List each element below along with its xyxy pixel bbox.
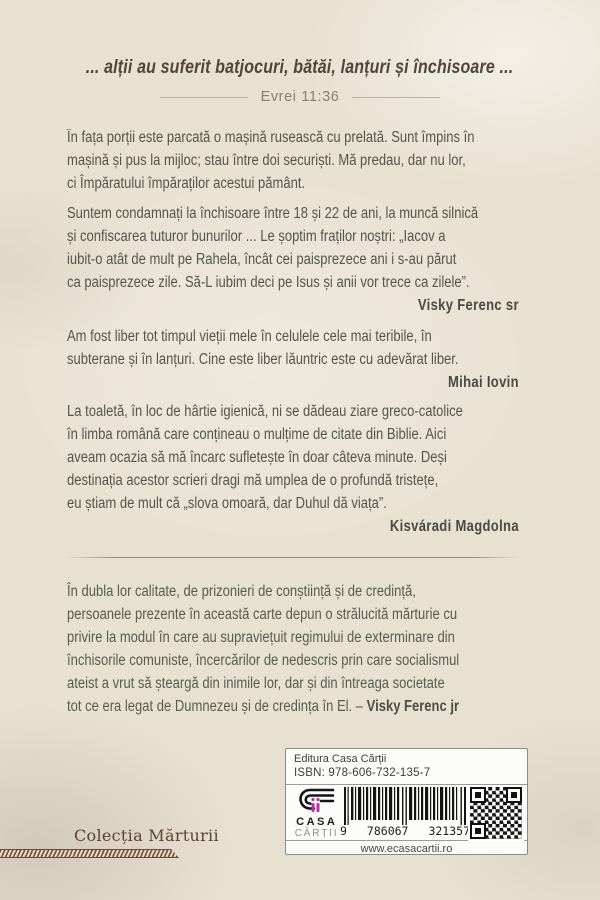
logo-word-casa: CASA bbox=[296, 816, 338, 828]
barcode-block bbox=[340, 787, 470, 839]
text-line: Am fost liber tot timpul vieții mele în celulele cele mai teribile, în bbox=[67, 328, 432, 345]
barcode-digits bbox=[340, 825, 470, 838]
verse-text: ... alții au suferit batjocuri, bătăi, lanțuri și închisoare ... bbox=[86, 57, 514, 78]
text-line: Suntem condamnați la închisoare între 18 și 22 de ani, la muncă silnică bbox=[67, 205, 479, 222]
publisher-info-box bbox=[285, 748, 528, 855]
text-line: persoanele prezente în această carte depun o strălucită mărturie cu bbox=[67, 606, 458, 623]
quote-visky-paragraph-2 bbox=[67, 202, 519, 294]
publisher-website: www.ecasacartii.ro bbox=[286, 840, 527, 859]
text-line: În fața porții este parcată o mașină rusească cu prelată. Sunt împins în bbox=[67, 129, 475, 146]
collection-label: Colecția Mărturii bbox=[74, 826, 219, 845]
quote-kisvaradi bbox=[67, 400, 519, 515]
verse-reference bbox=[0, 89, 600, 105]
text-line: ateist a vrut să șteargă din inimile lor, dar și din întreaga societate bbox=[67, 675, 445, 692]
text-line bbox=[67, 695, 519, 718]
text-line: ca paisprezece zile. Să-L iubim deci pe Isus și anii vor trece ca zilele”. bbox=[67, 274, 470, 291]
text-line: privire la modul în care au supraviețuit regimului de exterminare din bbox=[67, 629, 455, 646]
text-line: eu știam de mult că „slova omoară, dar Duhul dă viața”. bbox=[67, 495, 387, 512]
qr-finder-top-right bbox=[506, 787, 522, 803]
casa-cartii-book-icon bbox=[297, 787, 335, 815]
author-visky-ferenc-jr: Visky Ferenc jr bbox=[366, 698, 460, 715]
text-line: mașină și pus la mijloc; stau între doi securiști. Mă predau, dar nu lor, bbox=[67, 152, 466, 169]
qr-finder-top-left bbox=[470, 787, 486, 803]
rope-border-ornament bbox=[0, 849, 179, 858]
section-divider bbox=[67, 557, 519, 558]
text-line: La toaletă, în loc de hârtie igienică, ni se dădeau ziare greco-catolice bbox=[67, 403, 463, 420]
qr-block bbox=[470, 787, 522, 839]
text-line: aveam ocazia să mă încarc sufletește în doar câteva minute. Deși bbox=[67, 449, 447, 466]
left-rule bbox=[160, 97, 248, 98]
isbn-label: ISBN: 978-606-732-135-7 bbox=[294, 767, 431, 779]
verse-ref-label: Evrei 11:36 bbox=[260, 89, 340, 105]
text-line: iubit-o atât de mult pe Rahela, încât cei paisprezece ani i s-au părut bbox=[67, 251, 457, 268]
text-line: ci Împăratului împăraților acestui pământ. bbox=[67, 175, 306, 192]
right-rule bbox=[352, 97, 440, 98]
author-mihai-iovin: Mihai Iovin bbox=[447, 374, 519, 391]
logo-word-cartii: CĂRȚII bbox=[294, 828, 339, 839]
editor-blurb bbox=[67, 580, 519, 718]
barcode-group2: 321357 bbox=[428, 824, 470, 838]
text-line: în limba română care conțineau o mulțime de citate din Biblie. Aici bbox=[67, 426, 447, 443]
text-line: În dubla lor calitate, de prizonieri de conștiință și de credință, bbox=[67, 583, 416, 600]
publisher-logo bbox=[291, 787, 340, 839]
blurb-last-line: tot ce era legat de Dumnezeu și de credința în El. – bbox=[67, 698, 367, 715]
barcode-group1: 786067 bbox=[366, 824, 409, 838]
text-line: și confiscarea tuturor bunurilor ... Le șoptim fraților noștri: „Iacov a bbox=[67, 228, 446, 245]
text-line: destinația acestor scrieri dragi mă umplea de o profundă tristețe, bbox=[67, 472, 439, 489]
barcode bbox=[344, 787, 466, 825]
author-visky-ferenc-sr: Visky Ferenc sr bbox=[417, 297, 519, 314]
qr-code bbox=[470, 787, 522, 839]
quote-mihai-iovin bbox=[67, 325, 519, 371]
qr-finder-bottom-left bbox=[470, 823, 486, 839]
verse-heading bbox=[0, 57, 600, 79]
barcode-lead-digit: 9 bbox=[340, 824, 347, 838]
quote-visky-paragraph-1 bbox=[67, 126, 519, 195]
text-line: subterane și în lanțuri. Cine este liber lăuntric este cu adevărat liber. bbox=[67, 351, 459, 368]
publisher-header bbox=[286, 749, 527, 785]
publisher-middle-row bbox=[286, 785, 527, 840]
publisher-name: Editura Casa Cărții bbox=[294, 753, 387, 765]
author-kisvaradi-magdolna: Kisváradi Magdolna bbox=[389, 518, 519, 535]
text-line: închisorile comuniste, încercărilor de nedescris prin care socialismul bbox=[67, 652, 460, 669]
testimonies-column bbox=[67, 126, 519, 718]
